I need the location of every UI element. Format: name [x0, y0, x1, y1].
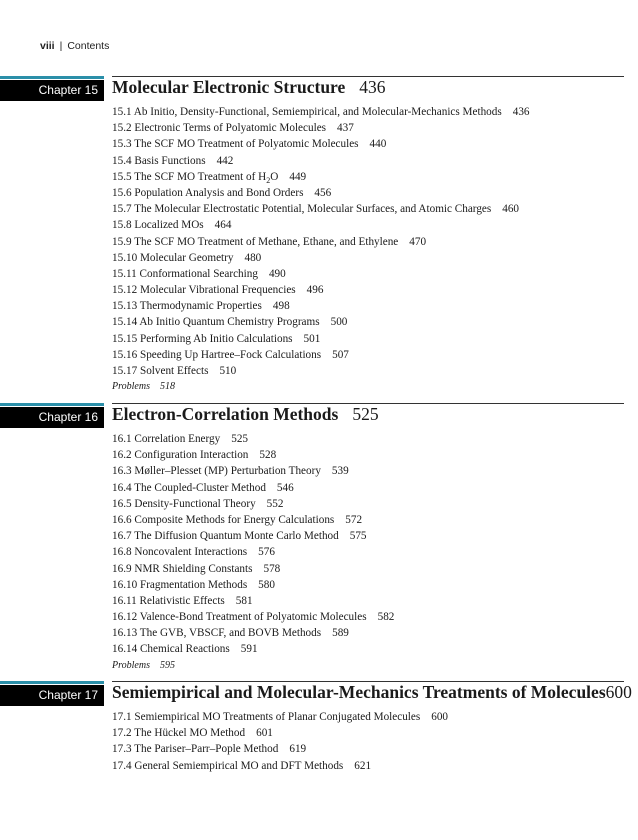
- toc-entry-text: 15.7 The Molecular Electrostatic Potential, Molecular Surfaces, and Atomic Charges: [112, 203, 492, 216]
- toc-entry-page: 582: [377, 611, 395, 624]
- toc-entry[interactable]: [112, 577, 394, 593]
- toc-entry[interactable]: [112, 250, 530, 266]
- toc-entry-page: 576: [258, 546, 275, 559]
- toc-entry-text: 16.11 Relativistic Effects: [112, 594, 225, 607]
- problems-label: Problems: [112, 659, 150, 671]
- toc-entry[interactable]: [112, 725, 448, 741]
- chapter-title: [112, 404, 379, 425]
- toc-entry[interactable]: [112, 153, 530, 169]
- toc-entry-text: 16.9 NMR Shielding Constants: [112, 562, 253, 575]
- toc-entry[interactable]: [112, 528, 394, 544]
- chapter-tab-accent: [0, 403, 104, 406]
- toc-entry[interactable]: [112, 641, 394, 657]
- toc-entry[interactable]: [112, 282, 530, 298]
- toc-entry-page: 507: [332, 348, 349, 361]
- toc-entry[interactable]: [112, 709, 448, 725]
- toc-entry-text: 17.1 Semiempirical MO Treatments of Planar Conjugated Molecules: [112, 711, 421, 723]
- toc-entry-text: 15.16 Speeding Up Hartree–Fock Calculations: [112, 348, 322, 361]
- toc-entry-text: 16.3 Møller–Plesset (MP) Perturbation Theory: [112, 465, 321, 478]
- chapter-page: 436: [359, 77, 386, 97]
- toc-entry-page: 552: [266, 497, 284, 510]
- chapter-tab-accent: [0, 681, 104, 684]
- toc-entry-text: 16.14 Chemical Reactions: [112, 643, 230, 656]
- separator: |: [59, 40, 63, 52]
- toc-entry-page: 442: [216, 154, 234, 167]
- toc-entry-text: 17.3 The Pariser–Parr–Pople Method: [112, 743, 279, 756]
- problems-entry[interactable]: [112, 379, 530, 395]
- toc-entry[interactable]: [112, 217, 530, 233]
- toc-entry-page: 578: [263, 562, 281, 575]
- toc-entry[interactable]: [112, 609, 394, 625]
- toc-entry-page: 600: [431, 711, 449, 723]
- problems-page: 518: [159, 381, 175, 393]
- toc-entry-text: 15.11 Conformational Searching: [112, 267, 258, 280]
- toc-entry-text: 15.3 The SCF MO Treatment of Polyatomic Molecules: [112, 138, 359, 151]
- toc-entry[interactable]: [112, 347, 530, 363]
- toc-entry-page: 496: [306, 284, 324, 297]
- toc-entry-page: 580: [258, 578, 275, 591]
- toc-entry-text: 16.2 Configuration Interaction: [112, 449, 249, 462]
- toc-entry-text: 16.5 Density-Functional Theory: [112, 497, 256, 510]
- running-head-section: Contents: [67, 40, 110, 52]
- toc-entry-page: 575: [349, 530, 367, 543]
- problems-label: Problems: [112, 381, 150, 393]
- toc-entry-page: 572: [345, 513, 363, 526]
- toc-entry-page: 501: [303, 332, 321, 345]
- toc-entry-text: 15.15 Performing Ab Initio Calculations: [112, 332, 293, 345]
- toc-entry[interactable]: [112, 512, 394, 528]
- chapter-tab-label: Chapter 15: [38, 83, 98, 97]
- toc-entry-page: 546: [276, 481, 294, 494]
- toc-entry[interactable]: [112, 447, 394, 463]
- toc-entry-page: 601: [256, 727, 273, 740]
- toc-entry-page: 528: [259, 449, 277, 462]
- toc-entry-page: 456: [314, 186, 332, 199]
- chapter-title: [112, 77, 386, 98]
- section-list: [112, 104, 530, 395]
- problems-page: 595: [159, 659, 175, 671]
- chapter-tab-accent: [0, 76, 104, 79]
- toc-entry[interactable]: [112, 185, 530, 201]
- toc-entry-page: 436: [512, 106, 530, 118]
- toc-entry-page: 470: [409, 235, 427, 248]
- toc-entry[interactable]: [112, 298, 530, 314]
- toc-entry-page: 437: [337, 122, 354, 135]
- subscript: 2: [266, 175, 271, 185]
- toc-entry[interactable]: [112, 201, 530, 217]
- toc-entry-page: 460: [502, 203, 520, 216]
- toc-entry[interactable]: [112, 431, 394, 447]
- problems-entry[interactable]: [112, 658, 394, 674]
- chapter-tab: [0, 80, 104, 101]
- chapter-title: [112, 682, 632, 703]
- toc-entry-page: 525: [231, 433, 249, 445]
- toc-entry-text-tail: O: [270, 170, 279, 183]
- toc-entry-page: 539: [331, 465, 349, 478]
- toc-entry-text: 17.2 The Hückel MO Method: [112, 727, 246, 740]
- toc-entry-page: 510: [219, 365, 237, 377]
- toc-entry-page: 480: [244, 251, 262, 264]
- toc-entry[interactable]: [112, 120, 530, 136]
- toc-entry-page: 589: [332, 627, 349, 640]
- toc-entry-text: 15.6 Population Analysis and Bond Orders: [112, 186, 304, 199]
- toc-entry-text: 15.14 Ab Initio Quantum Chemistry Programs: [112, 316, 320, 329]
- toc-entry[interactable]: [112, 104, 530, 120]
- running-head: [40, 40, 109, 52]
- chapter-title-text: Semiempirical and Molecular-Mechanics Treatments of Molecules: [112, 682, 606, 702]
- chapter-page: 600: [605, 682, 632, 702]
- toc-entry-text: 15.4 Basis Functions: [112, 154, 206, 167]
- toc-entry[interactable]: [112, 331, 530, 347]
- toc-entry-text: 15.5 The SCF MO Treatment of H: [112, 170, 267, 183]
- toc-entry[interactable]: [112, 314, 530, 330]
- toc-entry-text: 16.12 Valence-Bond Treatment of Polyatomic Molecules: [112, 611, 367, 624]
- toc-entry-text: 16.1 Correlation Energy: [112, 433, 221, 445]
- chapter-title-text: Molecular Electronic Structure: [112, 77, 346, 97]
- toc-entry-page: 498: [272, 300, 290, 313]
- toc-entry[interactable]: [112, 169, 530, 185]
- toc-entry[interactable]: [112, 234, 530, 250]
- toc-entry-text: 15.13 Thermodynamic Properties: [112, 300, 262, 313]
- toc-entry-text: 15.10 Molecular Geometry: [112, 251, 234, 264]
- toc-entry-text: 16.13 The GVB, VBSCF, and BOVB Methods: [112, 627, 322, 640]
- toc-entry-text: 16.10 Fragmentation Methods: [112, 578, 248, 591]
- toc-entry-page: 591: [240, 643, 258, 656]
- toc-entry-text: 16.7 The Diffusion Quantum Monte Carlo Method: [112, 530, 339, 543]
- section-list: [112, 709, 448, 774]
- toc-entry[interactable]: [112, 266, 530, 282]
- toc-entry[interactable]: [112, 480, 394, 496]
- toc-entry-text: 15.8 Localized MOs: [112, 219, 204, 232]
- toc-entry-page: 621: [354, 759, 372, 772]
- toc-entry-page: 581: [235, 594, 253, 607]
- toc-entry[interactable]: [112, 561, 394, 577]
- toc-entry-page: 440: [369, 138, 387, 151]
- toc-entry[interactable]: [112, 544, 394, 560]
- toc-entry[interactable]: [112, 496, 394, 512]
- chapter-title-text: Electron-Correlation Methods: [112, 404, 339, 424]
- toc-entry-page: 464: [214, 219, 232, 232]
- toc-entry-text: 16.6 Composite Methods for Energy Calculations: [112, 513, 335, 526]
- toc-entry[interactable]: [112, 136, 530, 152]
- toc-entry-text: 16.8 Noncovalent Interactions: [112, 546, 248, 559]
- chapter-tab: [0, 685, 104, 706]
- section-list: [112, 431, 394, 674]
- toc-entry-text: 16.4 The Coupled-Cluster Method: [112, 481, 266, 494]
- toc-entry-text: 15.12 Molecular Vibrational Frequencies: [112, 284, 296, 297]
- chapter-page: 525: [352, 404, 379, 424]
- chapter-tab-label: Chapter 17: [38, 688, 98, 702]
- toc-entry[interactable]: [112, 741, 448, 757]
- chapter-tab: [0, 407, 104, 428]
- toc-entry[interactable]: [112, 593, 394, 609]
- toc-entry-text: 15.9 The SCF MO Treatment of Methane, Ethane, and Ethylene: [112, 235, 399, 248]
- folio: viii: [40, 40, 55, 52]
- toc-entry[interactable]: [112, 758, 448, 774]
- toc-entry-text: 17.4 General Semiempirical MO and DFT Methods: [112, 759, 344, 772]
- toc-entry-page: 500: [330, 316, 348, 329]
- toc-entry-page: 490: [268, 267, 286, 280]
- toc-entry-text: 15.2 Electronic Terms of Polyatomic Molecules: [112, 122, 327, 135]
- toc-entry[interactable]: [112, 463, 394, 479]
- chapter-tab-label: Chapter 16: [38, 410, 98, 424]
- toc-entry-page: 449: [289, 170, 307, 183]
- toc-entry-text: 15.17 Solvent Effects: [112, 365, 209, 377]
- toc-entry[interactable]: [112, 363, 530, 379]
- toc-entry-text: 15.1 Ab Initio, Density-Functional, Semiempirical, and Molecular-Mechanics Methods: [112, 106, 502, 118]
- toc-entry-page: 619: [289, 743, 307, 756]
- toc-entry[interactable]: [112, 625, 394, 641]
